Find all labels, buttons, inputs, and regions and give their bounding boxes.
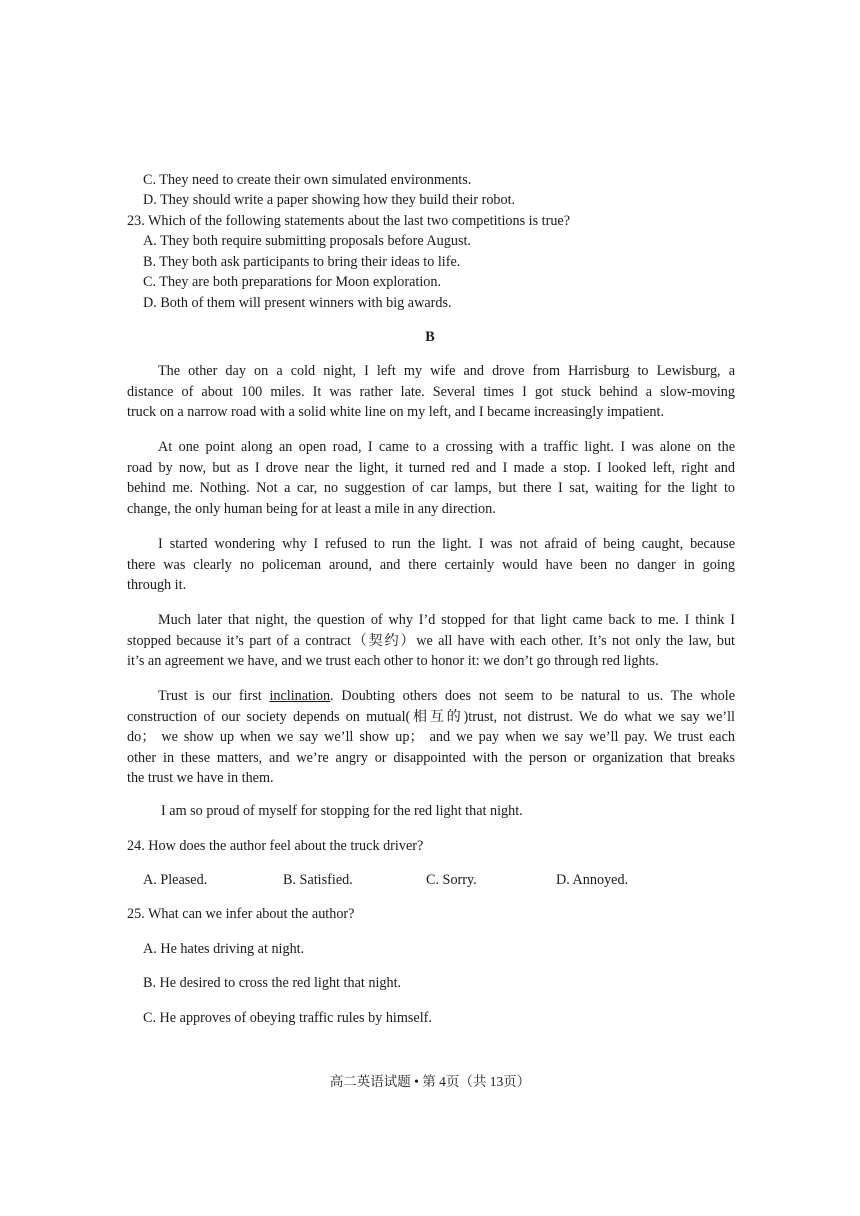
paragraph-line: stopped because it’s part of a contract（契约）we all have with each other. It’s not only the law, but <box>127 632 735 649</box>
option-a-q24: A. Pleased. <box>143 872 208 888</box>
option-d-q23: D. Both of them will present winners with big awards. <box>143 295 452 311</box>
paragraph-line: distance of about 100 miles. It was rather late. Several times I got stuck behind a slow-moving <box>127 383 735 400</box>
paragraph-text: . Doubting others does not seem to be natural to us. The whole <box>330 688 735 704</box>
paragraph-line: At one point along an open road, I came to a crossing with a traffic light. I was alone on the <box>158 439 735 455</box>
passage-paragraph-3 <box>127 534 735 596</box>
option-c-q25: C. He approves of obeying traffic rules by himself. <box>143 1010 432 1026</box>
paragraph-line: change, the only human being for at least a mile in any direction. <box>127 500 496 517</box>
passage-paragraph-2 <box>127 437 735 519</box>
passage-paragraph-4 <box>127 610 735 672</box>
page-footer: 高二英语试题 • 第 4页（共 13页） <box>329 1074 531 1089</box>
paragraph-line: the trust we have in them. <box>127 770 274 786</box>
option-b-q25: B. He desired to cross the red light that night. <box>143 975 402 991</box>
paragraph-line: I started wondering why I refused to run the light. I was not afraid of being caught, because <box>158 536 735 552</box>
paragraph-line: do； we show up when we say we’ll show up； and we pay when we say we’ll pay. We trust each <box>127 729 735 745</box>
paragraph-line: truck on a narrow road with a solid white line on my left, and I became increasingly impatient. <box>127 404 664 420</box>
underlined-word: inclination <box>269 688 331 704</box>
paragraph-line: construction of our society depends on mutual(相互的)trust, not distrust. We do what we say we’ll <box>127 708 735 725</box>
option-a-q25: A. He hates driving at night. <box>143 941 305 957</box>
question-23-stem: 23. Which of the following statements about the last two competitions is true? <box>127 213 571 229</box>
paragraph-line: other in these matters, and we’re angry or disappointed with the person or organization that breaks <box>127 749 735 766</box>
option-c-q23: C. They are both preparations for Moon exploration. <box>143 274 441 290</box>
option-d-q24: D. Annoyed. <box>556 872 629 888</box>
paragraph-line: behind me. Nothing. Not a car, no suggestion of car lamps, but there I sat, waiting for the light to <box>127 480 735 496</box>
paragraph-line: it’s an agreement we have, and we trust each other to honor it: we don’t go through red lights. <box>127 653 659 669</box>
option-c-q22: C. They need to create their own simulated environments. <box>143 172 472 188</box>
paragraph-line <box>127 686 735 707</box>
paragraph-line: road by now, but as I drove near the light, it turned red and I made a stop. I looked left, right and <box>127 459 735 476</box>
option-d-q22: D. They should write a paper showing how they build their robot. <box>143 192 516 208</box>
question-25-stem: 25. What can we infer about the author? <box>127 906 355 922</box>
passage-paragraph-1 <box>127 361 735 423</box>
option-a-q23: A. They both require submitting proposals before August. <box>143 233 471 249</box>
question-24-stem: 24. How does the author feel about the truck driver? <box>127 838 424 854</box>
section-heading: B <box>425 329 435 345</box>
passage-paragraph-6: I am so proud of myself for stopping for the red light that night. <box>161 803 523 819</box>
option-b-q24: B. Satisfied. <box>283 872 353 888</box>
paragraph-line: The other day on a cold night, I left my wife and drove from Harrisburg to Lewisburg, a <box>158 363 735 379</box>
passage-paragraph-5 <box>127 686 735 789</box>
paragraph-line: Much later that night, the question of why I’d stopped for that light came back to me. I think I <box>158 612 735 628</box>
paragraph-line: through it. <box>127 577 187 593</box>
option-b-q23: B. They both ask participants to bring their ideas to life. <box>143 254 461 270</box>
paragraph-text: Trust is our first <box>158 688 270 704</box>
paragraph-line: there was clearly no policeman around, and there certainly would have been no danger in going <box>127 556 735 573</box>
option-c-q24: C. Sorry. <box>426 872 477 888</box>
